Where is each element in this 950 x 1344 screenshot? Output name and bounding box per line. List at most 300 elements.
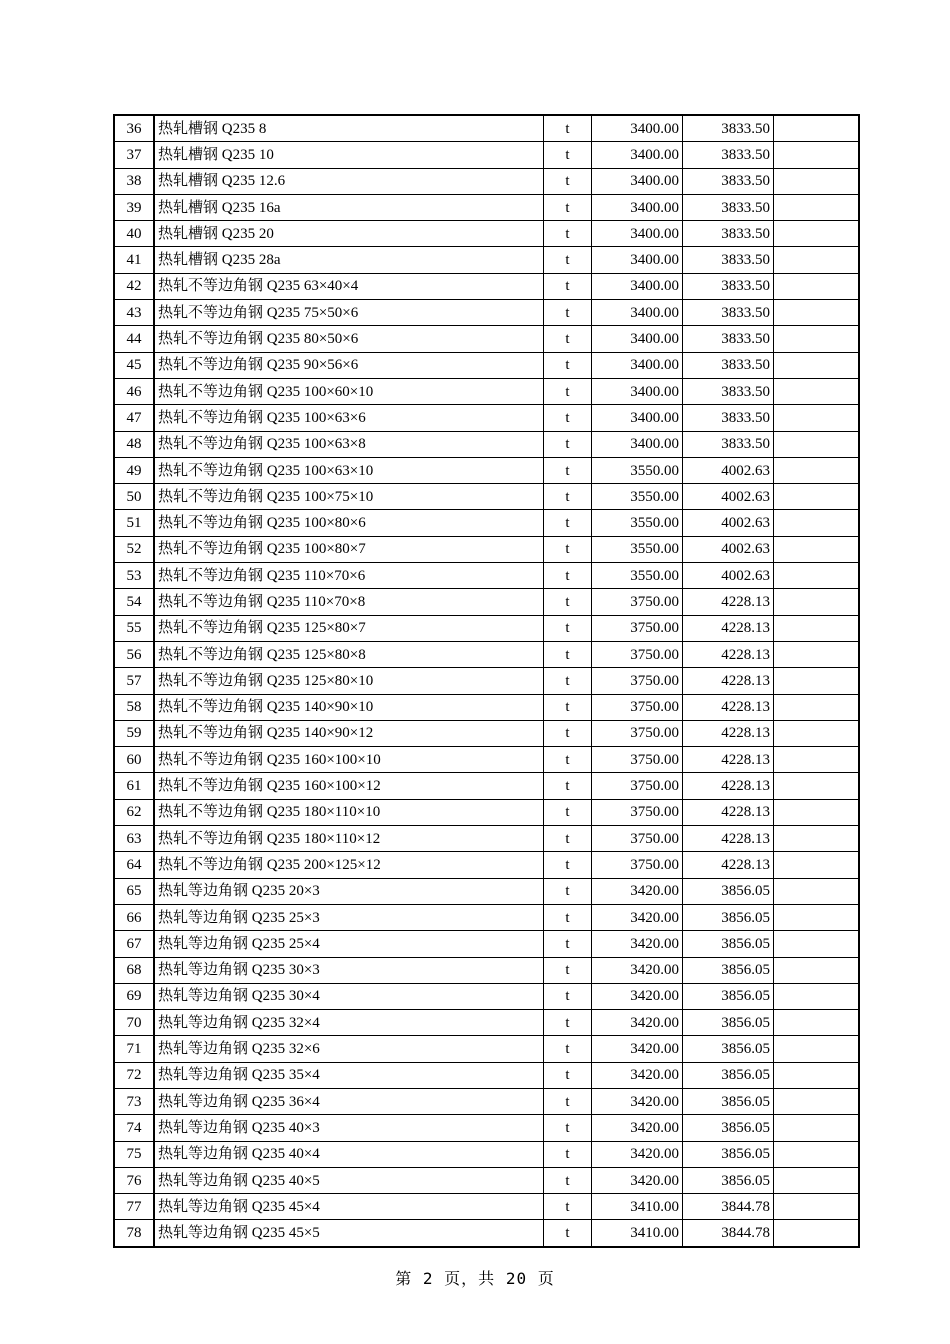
price-incl-tax: 3833.50 (683, 378, 774, 404)
remark (774, 852, 860, 878)
price-excl-tax: 3420.00 (592, 1141, 683, 1167)
table-row (114, 510, 859, 536)
material-name: 热轧不等边角钢 Q235 100×75×10 (154, 484, 544, 510)
price-excl-tax: 3420.00 (592, 957, 683, 983)
table-row (114, 1036, 859, 1062)
remark (774, 1088, 860, 1114)
price-excl-tax: 3550.00 (592, 563, 683, 589)
price-excl-tax: 3420.00 (592, 1167, 683, 1193)
unit: t (544, 431, 592, 457)
price-excl-tax: 3420.00 (592, 904, 683, 930)
table-row (114, 221, 859, 247)
row-number: 69 (114, 983, 154, 1009)
remark (774, 405, 860, 431)
row-number: 67 (114, 931, 154, 957)
row-number: 74 (114, 1115, 154, 1141)
remark (774, 1167, 860, 1193)
unit: t (544, 168, 592, 194)
unit: t (544, 247, 592, 273)
table-row (114, 326, 859, 352)
price-incl-tax: 4002.63 (683, 457, 774, 483)
table-row (114, 983, 859, 1009)
price-excl-tax: 3420.00 (592, 1010, 683, 1036)
table-row (114, 1088, 859, 1114)
table-row (114, 1141, 859, 1167)
price-incl-tax: 4228.13 (683, 747, 774, 773)
remark (774, 563, 860, 589)
remark (774, 641, 860, 667)
remark (774, 484, 860, 510)
remark (774, 878, 860, 904)
remark (774, 615, 860, 641)
table-row (114, 194, 859, 220)
price-excl-tax: 3750.00 (592, 747, 683, 773)
price-excl-tax: 3400.00 (592, 352, 683, 378)
row-number: 46 (114, 378, 154, 404)
material-name: 热轧等边角钢 Q235 32×4 (154, 1010, 544, 1036)
unit: t (544, 983, 592, 1009)
remark (774, 931, 860, 957)
table-row (114, 484, 859, 510)
row-number: 54 (114, 589, 154, 615)
price-excl-tax: 3400.00 (592, 194, 683, 220)
price-excl-tax: 3410.00 (592, 1194, 683, 1220)
row-number: 77 (114, 1194, 154, 1220)
unit: t (544, 536, 592, 562)
price-excl-tax: 3400.00 (592, 247, 683, 273)
row-number: 59 (114, 720, 154, 746)
price-excl-tax: 3750.00 (592, 668, 683, 694)
remark (774, 904, 860, 930)
price-excl-tax: 3750.00 (592, 694, 683, 720)
price-excl-tax: 3420.00 (592, 983, 683, 1009)
row-number: 47 (114, 405, 154, 431)
price-table-body (114, 115, 859, 1247)
material-name: 热轧槽钢 Q235 12.6 (154, 168, 544, 194)
material-name: 热轧不等边角钢 Q235 200×125×12 (154, 852, 544, 878)
remark (774, 247, 860, 273)
unit: t (544, 1088, 592, 1114)
remark (774, 510, 860, 536)
price-excl-tax: 3550.00 (592, 484, 683, 510)
table-row (114, 300, 859, 326)
material-name: 热轧不等边角钢 Q235 125×80×7 (154, 615, 544, 641)
table-row (114, 352, 859, 378)
row-number: 55 (114, 615, 154, 641)
price-incl-tax: 3856.05 (683, 878, 774, 904)
price-incl-tax: 3856.05 (683, 983, 774, 1009)
unit: t (544, 931, 592, 957)
unit: t (544, 273, 592, 299)
material-name: 热轧不等边角钢 Q235 180×110×10 (154, 799, 544, 825)
unit: t (544, 957, 592, 983)
unit: t (544, 641, 592, 667)
price-incl-tax: 4002.63 (683, 563, 774, 589)
row-number: 41 (114, 247, 154, 273)
row-number: 78 (114, 1220, 154, 1247)
remark (774, 300, 860, 326)
unit: t (544, 510, 592, 536)
price-excl-tax: 3400.00 (592, 326, 683, 352)
remark (774, 1062, 860, 1088)
table-row (114, 615, 859, 641)
material-name: 热轧不等边角钢 Q235 100×63×6 (154, 405, 544, 431)
remark (774, 589, 860, 615)
price-incl-tax: 3856.05 (683, 1036, 774, 1062)
price-excl-tax: 3420.00 (592, 931, 683, 957)
table-row (114, 878, 859, 904)
table-row (114, 1115, 859, 1141)
price-incl-tax: 3844.78 (683, 1194, 774, 1220)
price-incl-tax: 4228.13 (683, 773, 774, 799)
unit: t (544, 799, 592, 825)
table-row (114, 826, 859, 852)
price-excl-tax: 3750.00 (592, 826, 683, 852)
row-number: 73 (114, 1088, 154, 1114)
material-name: 热轧不等边角钢 Q235 63×40×4 (154, 273, 544, 299)
remark (774, 1010, 860, 1036)
remark (774, 1194, 860, 1220)
remark (774, 378, 860, 404)
material-name: 热轧不等边角钢 Q235 140×90×12 (154, 720, 544, 746)
price-excl-tax: 3400.00 (592, 300, 683, 326)
table-row (114, 641, 859, 667)
material-name: 热轧不等边角钢 Q235 80×50×6 (154, 326, 544, 352)
remark (774, 168, 860, 194)
unit: t (544, 142, 592, 168)
remark (774, 273, 860, 299)
price-excl-tax: 3410.00 (592, 1220, 683, 1247)
remark (774, 799, 860, 825)
unit: t (544, 1167, 592, 1193)
unit: t (544, 194, 592, 220)
unit: t (544, 405, 592, 431)
remark (774, 773, 860, 799)
unit: t (544, 773, 592, 799)
table-row (114, 1167, 859, 1193)
material-name: 热轧槽钢 Q235 28a (154, 247, 544, 273)
material-name: 热轧不等边角钢 Q235 100×63×8 (154, 431, 544, 457)
row-number: 48 (114, 431, 154, 457)
unit: t (544, 1220, 592, 1247)
price-incl-tax: 4002.63 (683, 510, 774, 536)
price-excl-tax: 3420.00 (592, 1062, 683, 1088)
price-incl-tax: 3833.50 (683, 326, 774, 352)
unit: t (544, 747, 592, 773)
unit: t (544, 852, 592, 878)
unit: t (544, 563, 592, 589)
price-incl-tax: 4228.13 (683, 694, 774, 720)
material-name: 热轧槽钢 Q235 8 (154, 115, 544, 142)
table-row (114, 536, 859, 562)
row-number: 57 (114, 668, 154, 694)
table-row (114, 1062, 859, 1088)
price-excl-tax: 3420.00 (592, 1036, 683, 1062)
row-number: 49 (114, 457, 154, 483)
remark (774, 983, 860, 1009)
row-number: 44 (114, 326, 154, 352)
price-incl-tax: 3856.05 (683, 1167, 774, 1193)
price-excl-tax: 3420.00 (592, 1115, 683, 1141)
price-excl-tax: 3400.00 (592, 115, 683, 142)
material-name: 热轧槽钢 Q235 20 (154, 221, 544, 247)
remark (774, 1220, 860, 1247)
table-row (114, 115, 859, 142)
material-name: 热轧不等边角钢 Q235 100×80×7 (154, 536, 544, 562)
price-incl-tax: 3856.05 (683, 1115, 774, 1141)
remark (774, 720, 860, 746)
table-row (114, 799, 859, 825)
row-number: 66 (114, 904, 154, 930)
material-name: 热轧等边角钢 Q235 40×4 (154, 1141, 544, 1167)
price-excl-tax: 3750.00 (592, 852, 683, 878)
row-number: 37 (114, 142, 154, 168)
unit: t (544, 326, 592, 352)
remark (774, 352, 860, 378)
table-row (114, 457, 859, 483)
price-incl-tax: 4228.13 (683, 852, 774, 878)
price-excl-tax: 3420.00 (592, 1088, 683, 1114)
table-row (114, 957, 859, 983)
material-name: 热轧等边角钢 Q235 40×3 (154, 1115, 544, 1141)
price-incl-tax: 3856.05 (683, 1062, 774, 1088)
table-row (114, 694, 859, 720)
price-incl-tax: 3856.05 (683, 1088, 774, 1114)
price-excl-tax: 3750.00 (592, 720, 683, 746)
price-incl-tax: 3856.05 (683, 904, 774, 930)
price-excl-tax: 3400.00 (592, 431, 683, 457)
unit: t (544, 1115, 592, 1141)
unit: t (544, 378, 592, 404)
price-incl-tax: 3833.50 (683, 221, 774, 247)
material-name: 热轧槽钢 Q235 10 (154, 142, 544, 168)
row-number: 62 (114, 799, 154, 825)
table-row (114, 431, 859, 457)
unit: t (544, 1010, 592, 1036)
price-incl-tax: 4002.63 (683, 484, 774, 510)
material-name: 热轧等边角钢 Q235 25×3 (154, 904, 544, 930)
material-name: 热轧不等边角钢 Q235 180×110×12 (154, 826, 544, 852)
material-name: 热轧不等边角钢 Q235 110×70×8 (154, 589, 544, 615)
price-excl-tax: 3750.00 (592, 799, 683, 825)
unit: t (544, 1036, 592, 1062)
table-row (114, 773, 859, 799)
price-table (113, 114, 860, 1248)
row-number: 71 (114, 1036, 154, 1062)
row-number: 61 (114, 773, 154, 799)
row-number: 72 (114, 1062, 154, 1088)
row-number: 45 (114, 352, 154, 378)
remark (774, 1141, 860, 1167)
price-excl-tax: 3420.00 (592, 878, 683, 904)
material-name: 热轧不等边角钢 Q235 160×100×12 (154, 773, 544, 799)
price-excl-tax: 3550.00 (592, 457, 683, 483)
price-incl-tax: 3833.50 (683, 168, 774, 194)
price-incl-tax: 3833.50 (683, 273, 774, 299)
price-incl-tax: 3833.50 (683, 431, 774, 457)
material-name: 热轧等边角钢 Q235 35×4 (154, 1062, 544, 1088)
price-incl-tax: 3833.50 (683, 247, 774, 273)
unit: t (544, 1062, 592, 1088)
price-incl-tax: 3833.50 (683, 115, 774, 142)
price-incl-tax: 4228.13 (683, 799, 774, 825)
material-name: 热轧等边角钢 Q235 25×4 (154, 931, 544, 957)
row-number: 70 (114, 1010, 154, 1036)
price-incl-tax: 4228.13 (683, 826, 774, 852)
table-row (114, 273, 859, 299)
unit: t (544, 878, 592, 904)
price-incl-tax: 4228.13 (683, 668, 774, 694)
row-number: 68 (114, 957, 154, 983)
remark (774, 221, 860, 247)
price-incl-tax: 3856.05 (683, 931, 774, 957)
price-incl-tax: 3856.05 (683, 1010, 774, 1036)
table-row (114, 668, 859, 694)
material-name: 热轧等边角钢 Q235 45×4 (154, 1194, 544, 1220)
unit: t (544, 115, 592, 142)
price-excl-tax: 3400.00 (592, 273, 683, 299)
price-excl-tax: 3400.00 (592, 378, 683, 404)
material-name: 热轧不等边角钢 Q235 90×56×6 (154, 352, 544, 378)
table-row (114, 168, 859, 194)
unit: t (544, 826, 592, 852)
remark (774, 142, 860, 168)
price-incl-tax: 3833.50 (683, 352, 774, 378)
table-row (114, 852, 859, 878)
page-footer: 第 2 页，共 20 页 (395, 1269, 555, 1288)
row-number: 38 (114, 168, 154, 194)
price-excl-tax: 3750.00 (592, 615, 683, 641)
table-row (114, 247, 859, 273)
material-name: 热轧不等边角钢 Q235 125×80×8 (154, 641, 544, 667)
price-incl-tax: 3833.50 (683, 300, 774, 326)
table-row (114, 142, 859, 168)
material-name: 热轧等边角钢 Q235 32×6 (154, 1036, 544, 1062)
unit: t (544, 589, 592, 615)
row-number: 50 (114, 484, 154, 510)
price-excl-tax: 3750.00 (592, 589, 683, 615)
remark (774, 957, 860, 983)
price-excl-tax: 3400.00 (592, 168, 683, 194)
price-incl-tax: 3833.50 (683, 194, 774, 220)
price-incl-tax: 4228.13 (683, 720, 774, 746)
price-excl-tax: 3550.00 (592, 510, 683, 536)
table-row (114, 904, 859, 930)
row-number: 51 (114, 510, 154, 536)
remark (774, 668, 860, 694)
table-row (114, 405, 859, 431)
table-row (114, 378, 859, 404)
remark (774, 536, 860, 562)
table-row (114, 1194, 859, 1220)
unit: t (544, 221, 592, 247)
material-name: 热轧不等边角钢 Q235 110×70×6 (154, 563, 544, 589)
material-name: 热轧等边角钢 Q235 36×4 (154, 1088, 544, 1114)
table-row (114, 563, 859, 589)
row-number: 58 (114, 694, 154, 720)
remark (774, 1036, 860, 1062)
table-row (114, 589, 859, 615)
material-name: 热轧不等边角钢 Q235 100×63×10 (154, 457, 544, 483)
row-number: 40 (114, 221, 154, 247)
row-number: 42 (114, 273, 154, 299)
material-name: 热轧不等边角钢 Q235 125×80×10 (154, 668, 544, 694)
unit: t (544, 484, 592, 510)
material-name: 热轧等边角钢 Q235 30×4 (154, 983, 544, 1009)
row-number: 39 (114, 194, 154, 220)
unit: t (544, 1141, 592, 1167)
remark (774, 115, 860, 142)
price-incl-tax: 4228.13 (683, 641, 774, 667)
remark (774, 747, 860, 773)
material-name: 热轧不等边角钢 Q235 140×90×10 (154, 694, 544, 720)
material-name: 热轧不等边角钢 Q235 75×50×6 (154, 300, 544, 326)
material-name: 热轧不等边角钢 Q235 160×100×10 (154, 747, 544, 773)
price-excl-tax: 3400.00 (592, 142, 683, 168)
unit: t (544, 457, 592, 483)
price-incl-tax: 3833.50 (683, 405, 774, 431)
row-number: 65 (114, 878, 154, 904)
row-number: 63 (114, 826, 154, 852)
price-excl-tax: 3550.00 (592, 536, 683, 562)
remark (774, 457, 860, 483)
remark (774, 194, 860, 220)
row-number: 43 (114, 300, 154, 326)
unit: t (544, 1194, 592, 1220)
material-name: 热轧不等边角钢 Q235 100×80×6 (154, 510, 544, 536)
remark (774, 826, 860, 852)
remark (774, 1115, 860, 1141)
material-name: 热轧等边角钢 Q235 40×5 (154, 1167, 544, 1193)
row-number: 64 (114, 852, 154, 878)
remark (774, 326, 860, 352)
unit: t (544, 904, 592, 930)
table-row (114, 720, 859, 746)
price-incl-tax: 4228.13 (683, 615, 774, 641)
price-excl-tax: 3400.00 (592, 405, 683, 431)
material-name: 热轧槽钢 Q235 16a (154, 194, 544, 220)
material-name: 热轧不等边角钢 Q235 100×60×10 (154, 378, 544, 404)
table-row (114, 1010, 859, 1036)
row-number: 76 (114, 1167, 154, 1193)
price-incl-tax: 3856.05 (683, 1141, 774, 1167)
price-incl-tax: 3856.05 (683, 957, 774, 983)
unit: t (544, 352, 592, 378)
unit: t (544, 694, 592, 720)
material-name: 热轧等边角钢 Q235 30×3 (154, 957, 544, 983)
row-number: 60 (114, 747, 154, 773)
table-row (114, 747, 859, 773)
row-number: 36 (114, 115, 154, 142)
row-number: 53 (114, 563, 154, 589)
price-incl-tax: 4228.13 (683, 589, 774, 615)
row-number: 56 (114, 641, 154, 667)
table-row (114, 1220, 859, 1247)
unit: t (544, 720, 592, 746)
table-row (114, 931, 859, 957)
unit: t (544, 668, 592, 694)
unit: t (544, 300, 592, 326)
remark (774, 431, 860, 457)
row-number: 52 (114, 536, 154, 562)
unit: t (544, 615, 592, 641)
material-name: 热轧等边角钢 Q235 20×3 (154, 878, 544, 904)
remark (774, 694, 860, 720)
price-incl-tax: 3833.50 (683, 142, 774, 168)
material-name: 热轧等边角钢 Q235 45×5 (154, 1220, 544, 1247)
price-incl-tax: 4002.63 (683, 536, 774, 562)
price-excl-tax: 3750.00 (592, 773, 683, 799)
